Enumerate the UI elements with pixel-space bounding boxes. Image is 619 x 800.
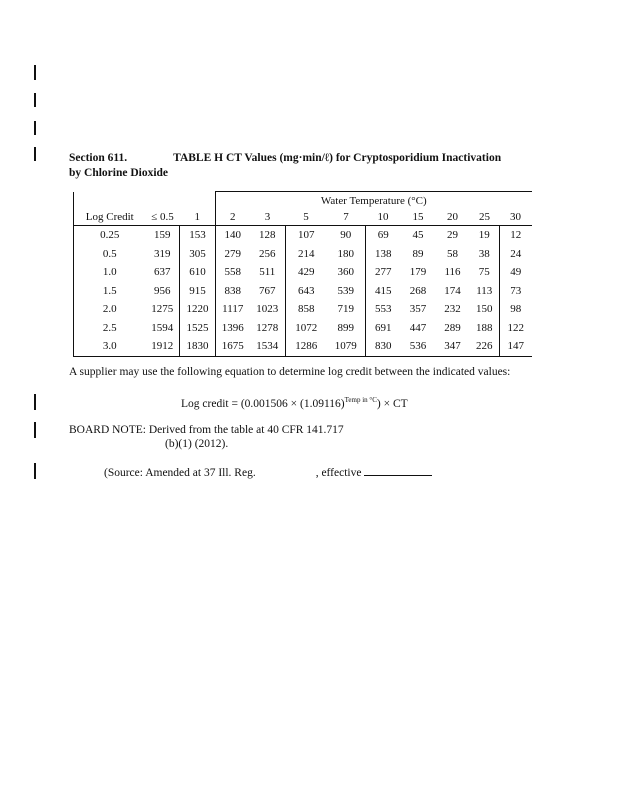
ct-value-cell: 49 bbox=[500, 263, 532, 282]
ct-value-cell: 719 bbox=[337, 303, 354, 316]
ct-value-cell: 214 bbox=[286, 245, 327, 264]
log-credit-equation bbox=[181, 396, 408, 410]
ct-value-cell: 24 bbox=[500, 245, 532, 264]
ct-value-cell: 153 bbox=[180, 226, 216, 245]
ct-value-cell: 1278 bbox=[256, 321, 279, 334]
ct-value-cell: 1396 bbox=[216, 319, 250, 338]
board-note: BOARD NOTE: Derived from the table at 40 CFR 141.717 bbox=[69, 424, 344, 436]
ct-value-cell: 830 bbox=[366, 337, 401, 356]
column-header: ≤ 0.5 bbox=[146, 209, 180, 226]
ct-value-cell: 357 bbox=[409, 303, 427, 316]
ct-value-cell: 159 bbox=[154, 229, 171, 242]
ct-values-table bbox=[73, 191, 532, 357]
column-header: 3 bbox=[250, 209, 286, 226]
log-credit-cell: 2.5 bbox=[74, 319, 146, 338]
ct-value-cell: 113 bbox=[476, 284, 493, 297]
ct-value-cell: 915 bbox=[180, 282, 216, 301]
ct-value-cell: 29 bbox=[447, 229, 458, 242]
table-row bbox=[74, 319, 532, 338]
source-effective: , effective bbox=[315, 467, 362, 479]
ct-value-cell: 73 bbox=[500, 282, 532, 301]
ct-value-cell: 558 bbox=[216, 263, 250, 282]
ct-value-cell: 180 bbox=[337, 247, 354, 260]
equation-intro: A supplier may use the following equation to determine log credit between the indicated values: bbox=[69, 366, 511, 378]
ct-value-cell: 553 bbox=[366, 300, 401, 319]
revision-bar-4 bbox=[34, 147, 36, 161]
ct-value-cell: 899 bbox=[337, 321, 354, 334]
ct-value-cell: 347 bbox=[436, 337, 470, 356]
ct-value-cell: 188 bbox=[476, 321, 493, 334]
ct-value-cell: 1072 bbox=[286, 319, 327, 338]
ct-value-cell: 610 bbox=[180, 263, 216, 282]
revision-bar-2 bbox=[34, 93, 36, 107]
ct-value-cell: 858 bbox=[286, 300, 327, 319]
table-row bbox=[74, 282, 532, 301]
ct-value-cell: 511 bbox=[259, 266, 276, 279]
ct-value-cell: 643 bbox=[286, 282, 327, 301]
column-header: Log Credit bbox=[74, 209, 146, 226]
column-header: 7 bbox=[327, 209, 366, 226]
table-row bbox=[74, 337, 532, 356]
ct-value-cell: 1525 bbox=[180, 319, 216, 338]
ct-value-cell: 539 bbox=[337, 284, 354, 297]
ct-value-cell: 536 bbox=[401, 337, 436, 356]
table-row bbox=[74, 245, 532, 264]
ct-value-cell: 38 bbox=[478, 247, 490, 260]
ct-value-cell: 956 bbox=[154, 284, 171, 297]
ct-value-cell: 289 bbox=[444, 321, 461, 334]
ct-value-cell: 90 bbox=[340, 229, 352, 242]
column-header: 20 bbox=[436, 209, 470, 226]
ct-value-cell: 1220 bbox=[180, 300, 216, 319]
ct-value-cell: 838 bbox=[216, 282, 250, 301]
source-prefix: (Source: Amended at 37 Ill. Reg. bbox=[104, 467, 256, 479]
ct-value-cell: 691 bbox=[366, 319, 401, 338]
ct-value-cell: 232 bbox=[444, 303, 461, 316]
ct-value-cell: 12 bbox=[500, 226, 532, 245]
ct-value-cell: 1675 bbox=[216, 337, 250, 356]
ct-value-cell: 75 bbox=[478, 266, 490, 279]
source-note bbox=[104, 465, 432, 479]
section-heading bbox=[69, 151, 501, 181]
ct-value-cell: 1023 bbox=[256, 303, 279, 316]
log-credit-cell: 3.0 bbox=[74, 337, 146, 356]
log-credit-cell: 1.5 bbox=[74, 282, 146, 301]
ct-value-cell: 1912 bbox=[146, 337, 180, 356]
ct-value-cell: 319 bbox=[154, 247, 171, 260]
ct-value-cell: 150 bbox=[476, 303, 493, 316]
revision-bar-5 bbox=[34, 394, 36, 410]
ct-value-cell: 1117 bbox=[216, 300, 250, 319]
revision-bar-7 bbox=[34, 463, 36, 479]
ct-value-cell: 89 bbox=[412, 247, 424, 260]
ct-value-cell: 147 bbox=[500, 337, 532, 356]
equation-suffix: ) × CT bbox=[376, 397, 408, 410]
ct-value-cell: 226 bbox=[470, 337, 500, 356]
section-number: Section 611. bbox=[69, 152, 128, 164]
ct-value-cell: 637 bbox=[154, 266, 171, 279]
column-header: 15 bbox=[401, 209, 436, 226]
table-row bbox=[74, 263, 532, 282]
ct-value-cell: 279 bbox=[216, 245, 250, 264]
ct-value-cell: 1594 bbox=[151, 321, 174, 334]
ct-value-cell: 58 bbox=[447, 247, 458, 260]
log-credit-cell: 1.0 bbox=[74, 263, 146, 282]
ct-value-cell: 277 bbox=[366, 263, 401, 282]
log-credit-cell: 0.25 bbox=[74, 226, 146, 245]
revision-bar-3 bbox=[34, 121, 36, 135]
ct-value-cell: 1079 bbox=[327, 337, 366, 356]
log-credit-cell: 0.5 bbox=[74, 245, 146, 264]
ct-value-cell: 138 bbox=[366, 245, 401, 264]
ct-value-cell: 447 bbox=[409, 321, 427, 334]
column-header: 10 bbox=[366, 209, 401, 226]
ct-value-cell: 116 bbox=[444, 266, 461, 279]
column-header: 5 bbox=[286, 209, 327, 226]
ct-value-cell: 256 bbox=[259, 247, 276, 260]
ct-value-cell: 98 bbox=[500, 300, 532, 319]
table-subtitle: by Chlorine Dioxide bbox=[69, 167, 169, 179]
ct-value-cell: 140 bbox=[216, 226, 250, 245]
board-note-citation: (b)(1) (2012). bbox=[165, 438, 229, 450]
water-temperature-header: Water Temperature (°C) bbox=[216, 192, 532, 210]
ct-value-cell: 1286 bbox=[286, 337, 327, 356]
ct-value-cell: 1275 bbox=[151, 303, 174, 316]
ct-value-cell: 360 bbox=[337, 266, 354, 279]
column-header: 25 bbox=[470, 209, 500, 226]
log-credit-cell: 2.0 bbox=[74, 300, 146, 319]
ct-value-cell: 415 bbox=[366, 282, 401, 301]
ct-value-cell: 69 bbox=[366, 226, 401, 245]
ct-value-cell: 1830 bbox=[180, 337, 216, 356]
table-row bbox=[74, 300, 532, 319]
ct-value-cell: 305 bbox=[180, 245, 216, 264]
ct-value-cell: 174 bbox=[444, 284, 461, 297]
column-header: 30 bbox=[500, 209, 532, 226]
ct-value-cell: 429 bbox=[286, 263, 327, 282]
revision-bar-6 bbox=[34, 422, 36, 438]
ct-value-cell: 268 bbox=[409, 284, 427, 297]
ct-value-cell: 19 bbox=[478, 229, 490, 242]
column-header: 1 bbox=[180, 209, 216, 226]
equation-exponent: Temp in °C bbox=[344, 396, 377, 404]
ct-value-cell: 107 bbox=[286, 226, 327, 245]
effective-date-blank bbox=[364, 465, 432, 476]
table-title: TABLE H CT Values (mg·min/ℓ) for Cryptosporidium Inactivation bbox=[173, 152, 502, 164]
revision-bar-1 bbox=[34, 65, 36, 80]
column-header: 2 bbox=[216, 209, 250, 226]
ct-value-cell: 179 bbox=[409, 266, 427, 279]
ct-value-cell: 128 bbox=[259, 229, 276, 242]
ct-value-cell: 122 bbox=[500, 319, 532, 338]
equation-prefix: Log credit = (0.001506 × (1.09116) bbox=[181, 397, 345, 410]
table-row bbox=[74, 226, 532, 245]
ct-value-cell: 45 bbox=[412, 229, 424, 242]
ct-value-cell: 1534 bbox=[250, 337, 286, 356]
ct-value-cell: 767 bbox=[259, 284, 276, 297]
